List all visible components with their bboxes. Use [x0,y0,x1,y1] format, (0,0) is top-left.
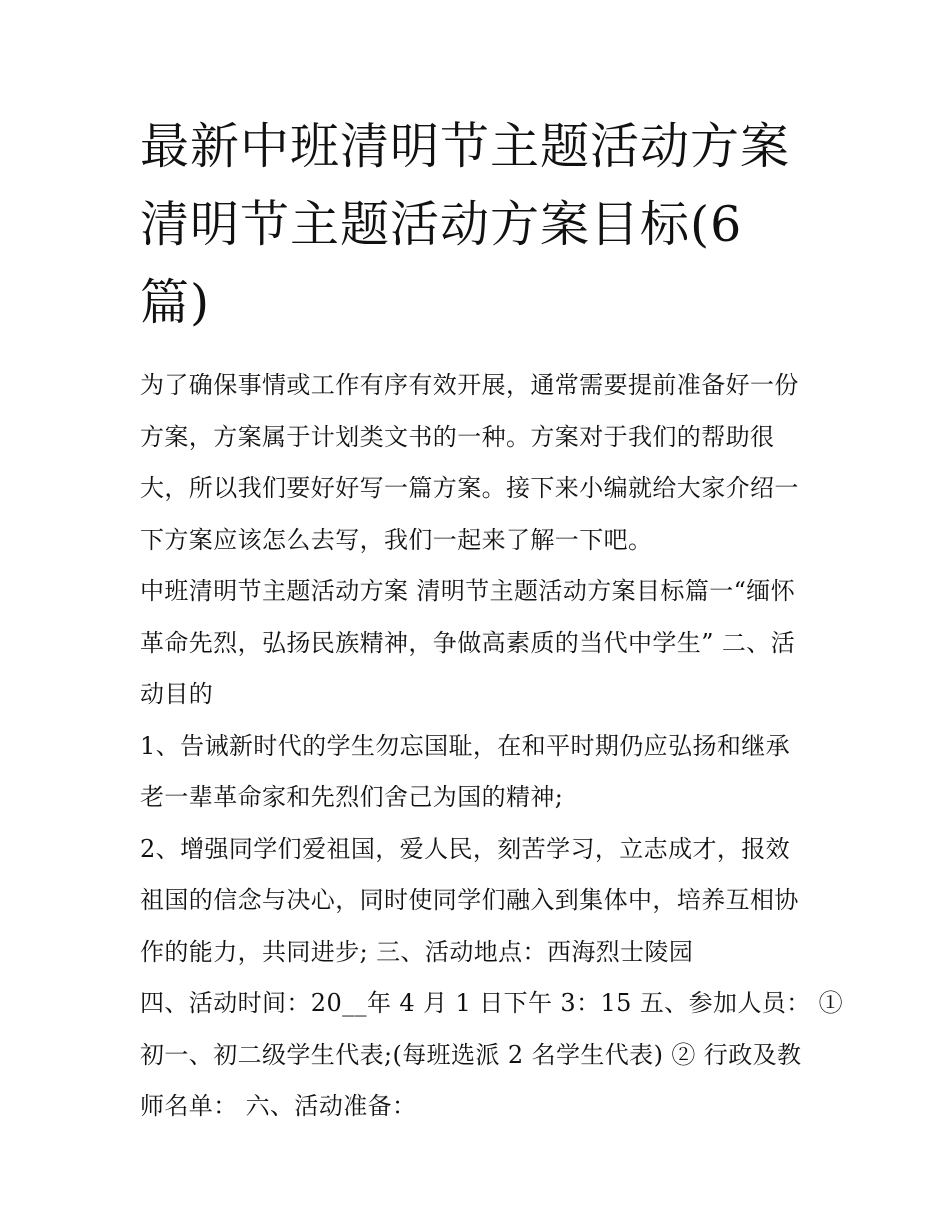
text-line: 下方案应该怎么去写，我们一起来了解一下吧。 [140,525,653,554]
goal-item-1 [140,721,812,824]
section-paragraph [140,566,812,721]
text-line: 老一辈革命家和先烈们舍己为国的精神; [140,783,564,811]
text-line: 方案，方案属于计划类文书的一种。方案对于我们的帮助很 [140,422,775,451]
text-line: 1、告诫新时代的学生勿忘国耻，在和平时期仍应弘扬和继承 [140,731,791,760]
title-line: 篇) [140,274,211,331]
text-line: 动目的 [140,680,214,708]
text-line: 革命先烈，弘扬民族精神，争做高素质的当代中学生” 二、活 [140,628,796,657]
document-page [140,108,844,1133]
text-line: 2、增强同学们爱祖国，爱人民，刻苦学习，立志成才，报效 [140,834,791,863]
text-line: 四、活动时间：20__年 4 月 1 日下午 3：15 五、参加人员： ① [140,989,844,1017]
document-body [140,360,844,1133]
title-line: 清明节主题活动方案目标(6 [140,196,743,253]
text-line: 祖国的信念与决心，同时使同学们融入到集体中，培养互相协 [140,886,799,914]
text-line: 中班清明节主题活动方案 清明节主题活动方案目标篇一“缅怀 [140,577,796,605]
text-line: 为了确保事情或工作有序有效开展，通常需要提前准备好一份 [140,371,799,399]
intro-paragraph [140,360,812,566]
text-line: 作的能力，共同进步; 三、活动地点：西海烈士陵园 [140,937,694,966]
title-line: 最新中班清明节主题活动方案 [140,118,791,175]
text-line: 初一、初二级学生代表;(每班选派 2 名学生代表) ② 行政及教 [140,1040,802,1069]
text-line: 大，所以我们要好好写一篇方案。接下来小编就给大家介绍一 [140,474,799,502]
activity-details-paragraph [140,978,844,1133]
document-title [140,108,812,342]
text-line: 师名单： 六、活动准备： [140,1092,417,1120]
goal-item-2 [140,824,812,979]
